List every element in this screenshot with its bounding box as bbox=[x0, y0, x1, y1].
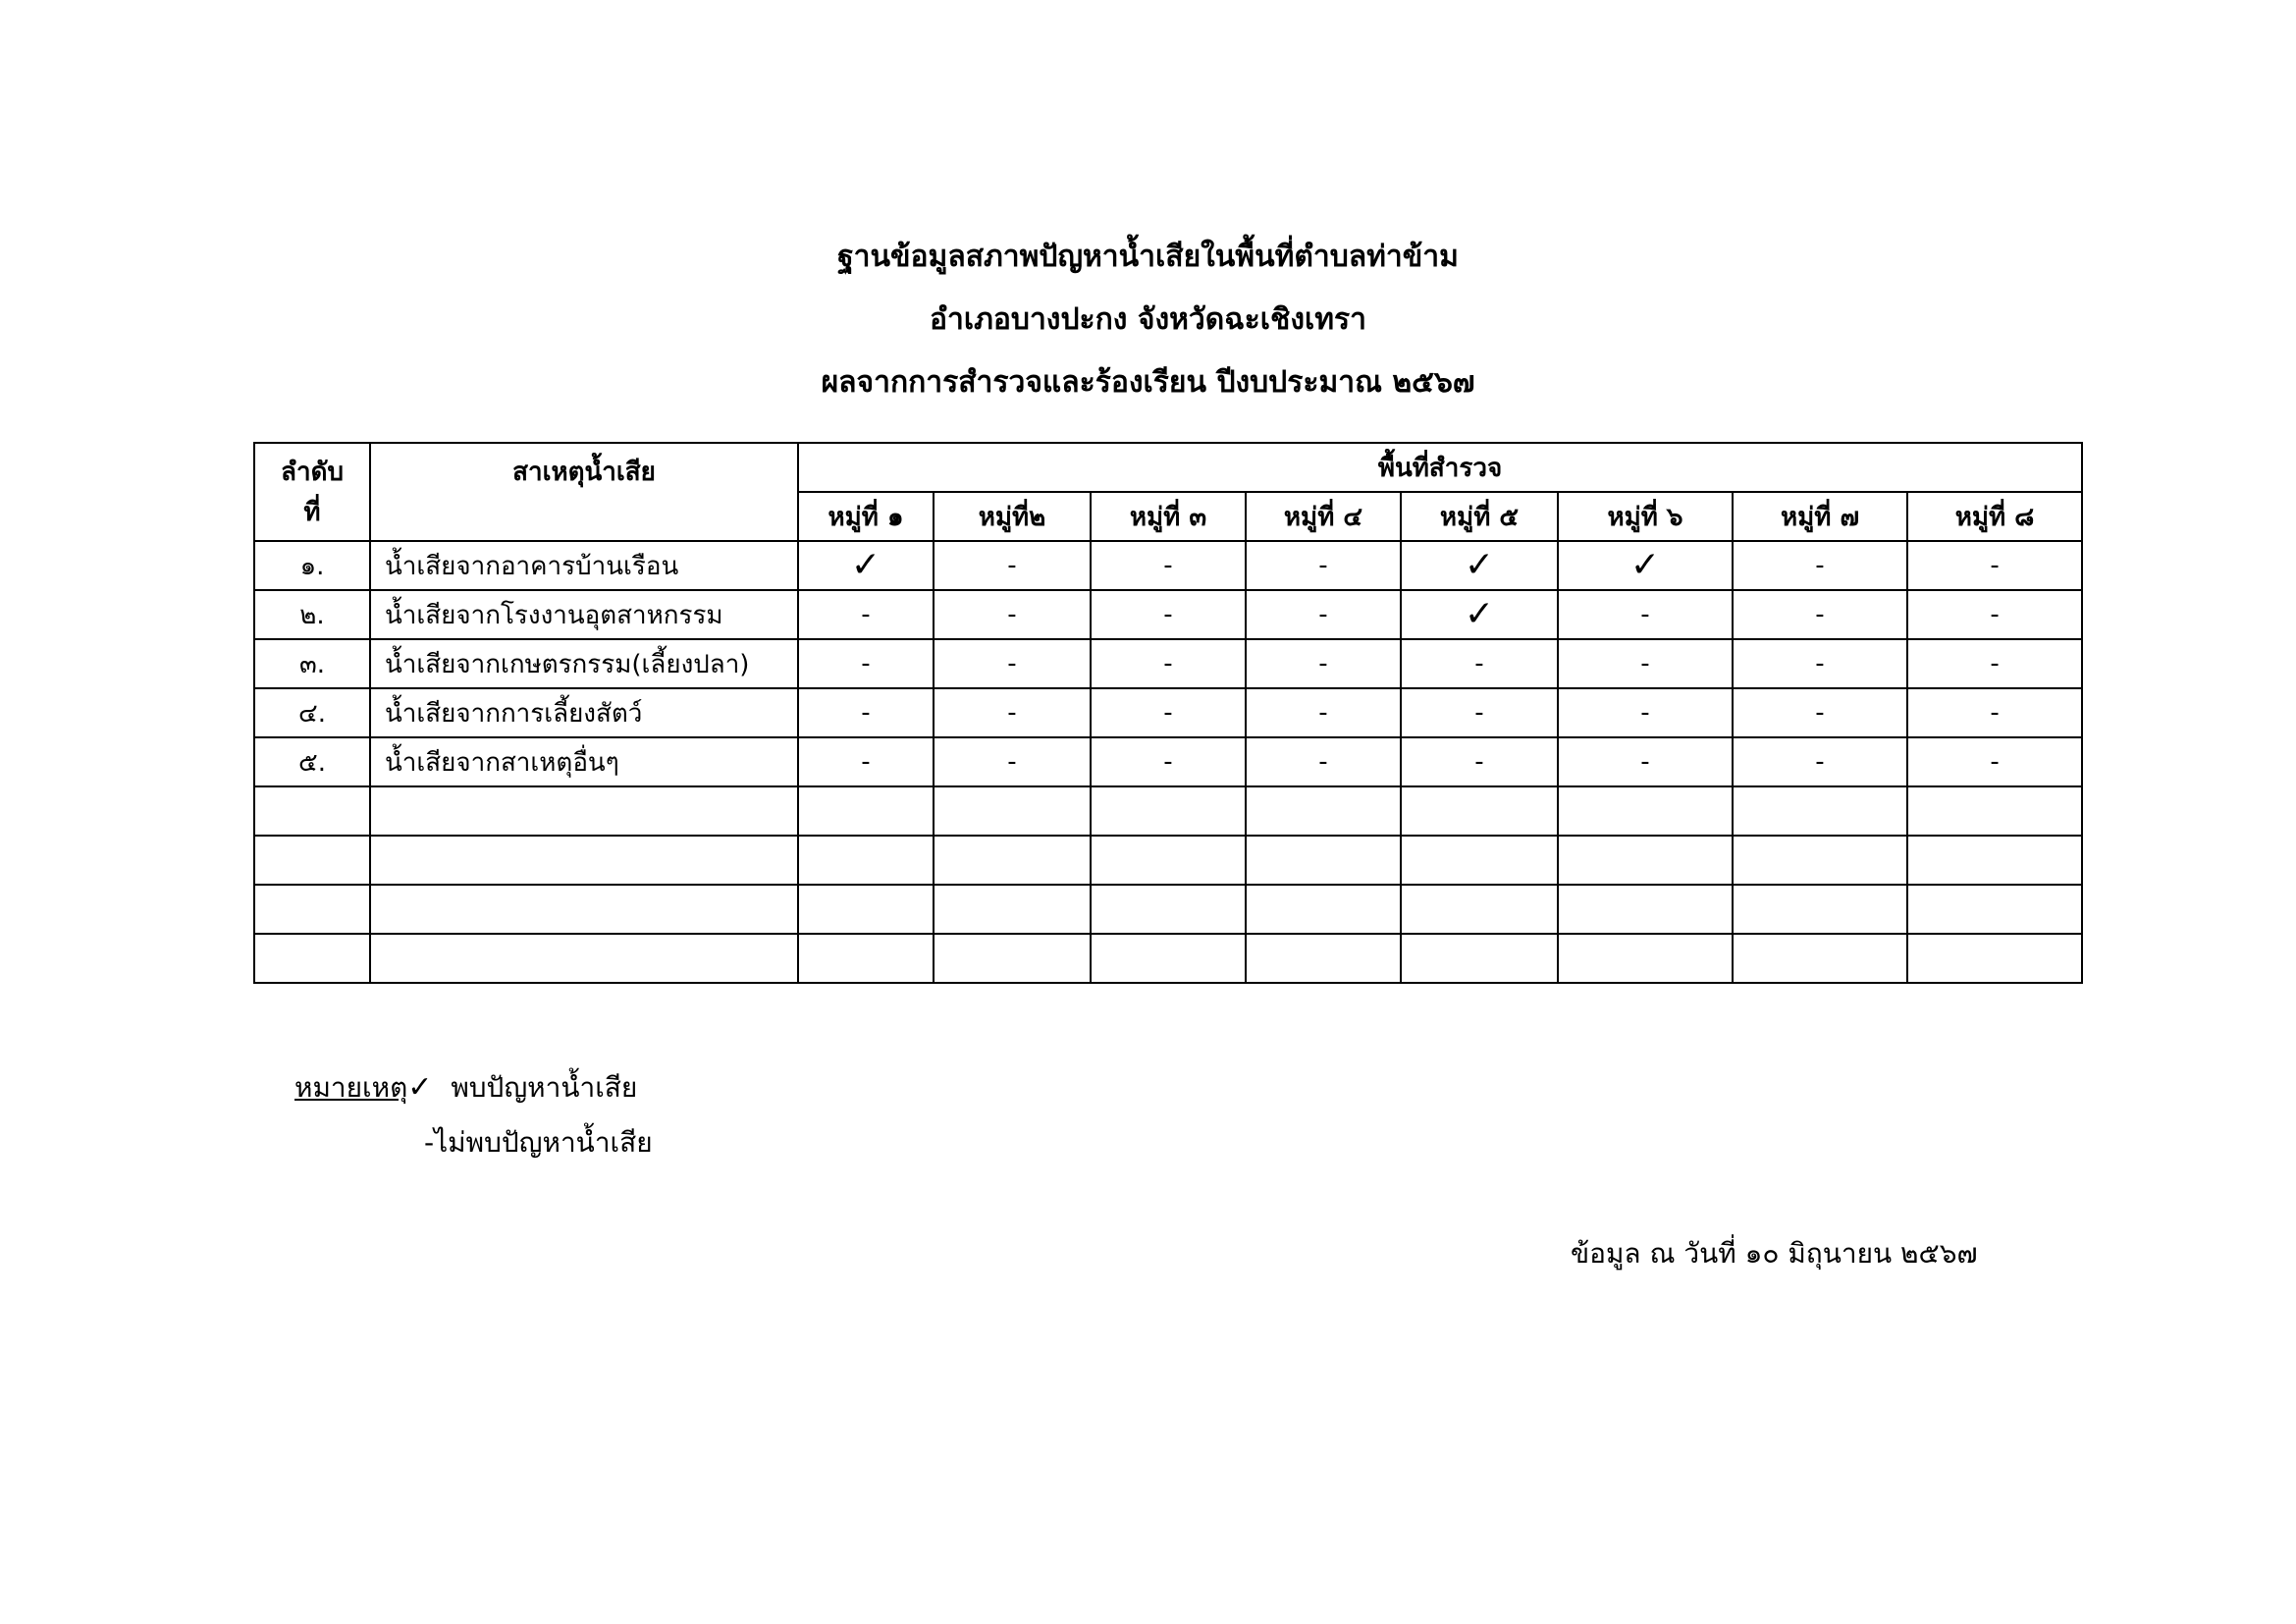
empty-cell bbox=[254, 836, 370, 885]
not-found-mark: - bbox=[1474, 698, 1484, 728]
not-found-mark: - bbox=[1815, 649, 1825, 678]
row-number: ๔. bbox=[254, 688, 370, 737]
note-not-found-text: -ไม่พบปัญหาน้ำเสีย bbox=[424, 1126, 653, 1159]
not-found-mark: - bbox=[1990, 551, 2000, 580]
empty-cell bbox=[1246, 836, 1401, 885]
empty-cell bbox=[1091, 885, 1246, 934]
empty-cell bbox=[1246, 786, 1401, 836]
empty-row bbox=[254, 786, 2082, 836]
status-cell bbox=[1907, 541, 2082, 590]
cause-cell: น้ำเสียจากการเลี้ยงสัตว์ bbox=[370, 688, 798, 737]
empty-cell bbox=[370, 934, 798, 983]
status-cell bbox=[1558, 541, 1733, 590]
empty-cell bbox=[934, 885, 1091, 934]
wastewater-survey-table bbox=[253, 442, 2083, 984]
status-cell bbox=[1733, 639, 1907, 688]
status-cell bbox=[934, 688, 1091, 737]
status-cell bbox=[1558, 590, 1733, 639]
status-cell bbox=[1246, 541, 1401, 590]
not-found-mark: - bbox=[861, 649, 871, 678]
status-cell bbox=[1733, 541, 1907, 590]
document-title bbox=[0, 226, 2296, 414]
village-header-7: หมู่ที่ ๗ bbox=[1733, 492, 1907, 541]
order-header bbox=[254, 443, 370, 541]
not-found-mark: - bbox=[1163, 698, 1173, 728]
order-header-line-1: ลำดับ bbox=[281, 458, 344, 487]
check-icon: ✓ bbox=[1464, 545, 1495, 585]
not-found-mark: - bbox=[1007, 600, 1017, 629]
empty-cell bbox=[1733, 934, 1907, 983]
not-found-mark: - bbox=[861, 698, 871, 728]
table-row bbox=[254, 737, 2082, 786]
status-cell bbox=[1401, 737, 1558, 786]
empty-cell bbox=[1907, 885, 2082, 934]
empty-cell bbox=[934, 836, 1091, 885]
empty-cell bbox=[934, 786, 1091, 836]
not-found-mark: - bbox=[1474, 649, 1484, 678]
empty-cell bbox=[1401, 934, 1558, 983]
table-row bbox=[254, 590, 2082, 639]
status-cell bbox=[1558, 688, 1733, 737]
empty-cell bbox=[1401, 885, 1558, 934]
not-found-mark: - bbox=[1163, 551, 1173, 580]
status-cell bbox=[1907, 737, 2082, 786]
title-line-1: ฐานข้อมูลสภาพปัญหาน้ำเสียในพื้นที่ตำบลท่าข้าม bbox=[837, 240, 1459, 274]
status-cell bbox=[1558, 639, 1733, 688]
row-number: ๕. bbox=[254, 737, 370, 786]
status-cell bbox=[1246, 737, 1401, 786]
status-cell bbox=[798, 737, 934, 786]
status-cell bbox=[1091, 590, 1246, 639]
not-found-mark: - bbox=[1318, 747, 1328, 777]
status-cell bbox=[798, 688, 934, 737]
data-date: ข้อมูล ณ วันที่ ๑๐ มิถุนายน ๒๕๖๗ bbox=[1571, 1237, 1978, 1270]
status-cell bbox=[1401, 590, 1558, 639]
not-found-mark: - bbox=[1318, 649, 1328, 678]
status-cell bbox=[1091, 639, 1246, 688]
not-found-mark: - bbox=[1163, 649, 1173, 678]
empty-cell bbox=[370, 885, 798, 934]
empty-cell bbox=[1733, 885, 1907, 934]
empty-cell bbox=[1907, 836, 2082, 885]
empty-cell bbox=[798, 836, 934, 885]
status-cell bbox=[1907, 639, 2082, 688]
not-found-mark: - bbox=[1318, 551, 1328, 580]
not-found-mark: - bbox=[1163, 747, 1173, 777]
not-found-mark: - bbox=[1815, 600, 1825, 629]
cause-header: สาเหตุน้ำเสีย bbox=[370, 443, 798, 541]
empty-cell bbox=[934, 934, 1091, 983]
village-header-2: หมู่ที่๒ bbox=[934, 492, 1091, 541]
status-cell bbox=[1907, 590, 2082, 639]
row-number: ๒. bbox=[254, 590, 370, 639]
not-found-mark: - bbox=[1990, 698, 2000, 728]
status-cell bbox=[1733, 590, 1907, 639]
empty-cell bbox=[1733, 836, 1907, 885]
empty-cell bbox=[1091, 786, 1246, 836]
empty-row bbox=[254, 836, 2082, 885]
village-header-6: หมู่ที่ ๖ bbox=[1558, 492, 1733, 541]
status-cell bbox=[1907, 688, 2082, 737]
empty-cell bbox=[1907, 786, 2082, 836]
status-cell bbox=[1401, 639, 1558, 688]
empty-cell bbox=[1558, 885, 1733, 934]
empty-cell bbox=[1558, 934, 1733, 983]
empty-cell bbox=[1091, 934, 1246, 983]
village-header-4: หมู่ที่ ๔ bbox=[1246, 492, 1401, 541]
status-cell bbox=[934, 639, 1091, 688]
empty-cell bbox=[1401, 786, 1558, 836]
not-found-mark: - bbox=[1990, 649, 2000, 678]
status-cell bbox=[1733, 737, 1907, 786]
row-number: ๓. bbox=[254, 639, 370, 688]
survey-area-header: พื้นที่สำรวจ bbox=[798, 443, 2082, 492]
empty-cell bbox=[798, 885, 934, 934]
check-icon: ✓ bbox=[850, 545, 881, 585]
table-body bbox=[254, 541, 2082, 983]
empty-cell bbox=[370, 836, 798, 885]
order-header-line-2: ที่ bbox=[303, 498, 321, 527]
cause-cell: น้ำเสียจากสาเหตุอื่นๆ bbox=[370, 737, 798, 786]
table-row bbox=[254, 541, 2082, 590]
status-cell bbox=[934, 541, 1091, 590]
status-cell bbox=[1246, 590, 1401, 639]
not-found-mark: - bbox=[1640, 698, 1650, 728]
not-found-mark: - bbox=[1007, 698, 1017, 728]
status-cell bbox=[1558, 737, 1733, 786]
status-cell bbox=[798, 541, 934, 590]
empty-cell bbox=[370, 786, 798, 836]
title-line-3: ผลจากการสำรวจและร้องเรียน ปีงบประมาณ ๒๕๖๗ bbox=[821, 365, 1475, 400]
not-found-mark: - bbox=[1640, 747, 1650, 777]
not-found-mark: - bbox=[861, 600, 871, 629]
not-found-mark: - bbox=[1007, 551, 1017, 580]
not-found-mark: - bbox=[1640, 600, 1650, 629]
empty-cell bbox=[254, 885, 370, 934]
village-header-1: หมู่ที่ ๑ bbox=[798, 492, 934, 541]
status-cell bbox=[1401, 688, 1558, 737]
status-cell bbox=[798, 590, 934, 639]
empty-cell bbox=[1246, 934, 1401, 983]
status-cell bbox=[1401, 541, 1558, 590]
empty-cell bbox=[1733, 786, 1907, 836]
empty-cell bbox=[1246, 885, 1401, 934]
not-found-mark: - bbox=[1990, 600, 2000, 629]
check-icon: ✓ bbox=[1464, 594, 1495, 634]
title-line-2: อำเภอบางปะกง จังหวัดฉะเชิงเทรา bbox=[930, 302, 1366, 337]
not-found-mark: - bbox=[1007, 747, 1017, 777]
not-found-mark: - bbox=[1640, 649, 1650, 678]
cause-cell: น้ำเสียจากเกษตรกรรม(เลี้ยงปลา) bbox=[370, 639, 798, 688]
empty-cell bbox=[254, 934, 370, 983]
not-found-mark: - bbox=[1007, 649, 1017, 678]
empty-cell bbox=[798, 786, 934, 836]
not-found-mark: - bbox=[1474, 747, 1484, 777]
not-found-mark: - bbox=[1318, 698, 1328, 728]
status-cell bbox=[1246, 639, 1401, 688]
empty-cell bbox=[1558, 786, 1733, 836]
status-cell bbox=[1091, 737, 1246, 786]
not-found-mark: - bbox=[861, 747, 871, 777]
empty-row bbox=[254, 885, 2082, 934]
table-row bbox=[254, 688, 2082, 737]
status-cell bbox=[1091, 688, 1246, 737]
cause-cell: น้ำเสียจากโรงงานอุตสาหกรรม bbox=[370, 590, 798, 639]
status-cell bbox=[1733, 688, 1907, 737]
check-icon: ✓ bbox=[1629, 545, 1661, 585]
status-cell bbox=[1246, 688, 1401, 737]
legend-note bbox=[294, 1060, 653, 1170]
status-cell bbox=[934, 590, 1091, 639]
status-cell bbox=[934, 737, 1091, 786]
status-cell bbox=[798, 639, 934, 688]
empty-cell bbox=[798, 934, 934, 983]
empty-row bbox=[254, 934, 2082, 983]
cause-cell: น้ำเสียจากอาคารบ้านเรือน bbox=[370, 541, 798, 590]
village-header-8: หมู่ที่ ๘ bbox=[1907, 492, 2082, 541]
empty-cell bbox=[254, 786, 370, 836]
status-cell bbox=[1091, 541, 1246, 590]
empty-cell bbox=[1091, 836, 1246, 885]
row-number: ๑. bbox=[254, 541, 370, 590]
not-found-mark: - bbox=[1318, 600, 1328, 629]
empty-cell bbox=[1907, 934, 2082, 983]
empty-cell bbox=[1401, 836, 1558, 885]
empty-cell bbox=[1558, 836, 1733, 885]
village-header-5: หมู่ที่ ๕ bbox=[1401, 492, 1558, 541]
not-found-mark: - bbox=[1990, 747, 2000, 777]
not-found-mark: - bbox=[1815, 698, 1825, 728]
check-icon: ✓ bbox=[407, 1070, 433, 1105]
village-header-3: หมู่ที่ ๓ bbox=[1091, 492, 1246, 541]
not-found-mark: - bbox=[1815, 551, 1825, 580]
note-found-text: พบปัญหาน้ำเสีย bbox=[451, 1071, 638, 1104]
table-row bbox=[254, 639, 2082, 688]
not-found-mark: - bbox=[1815, 747, 1825, 777]
note-label: หมายเหตุ bbox=[294, 1071, 408, 1104]
not-found-mark: - bbox=[1163, 600, 1173, 629]
